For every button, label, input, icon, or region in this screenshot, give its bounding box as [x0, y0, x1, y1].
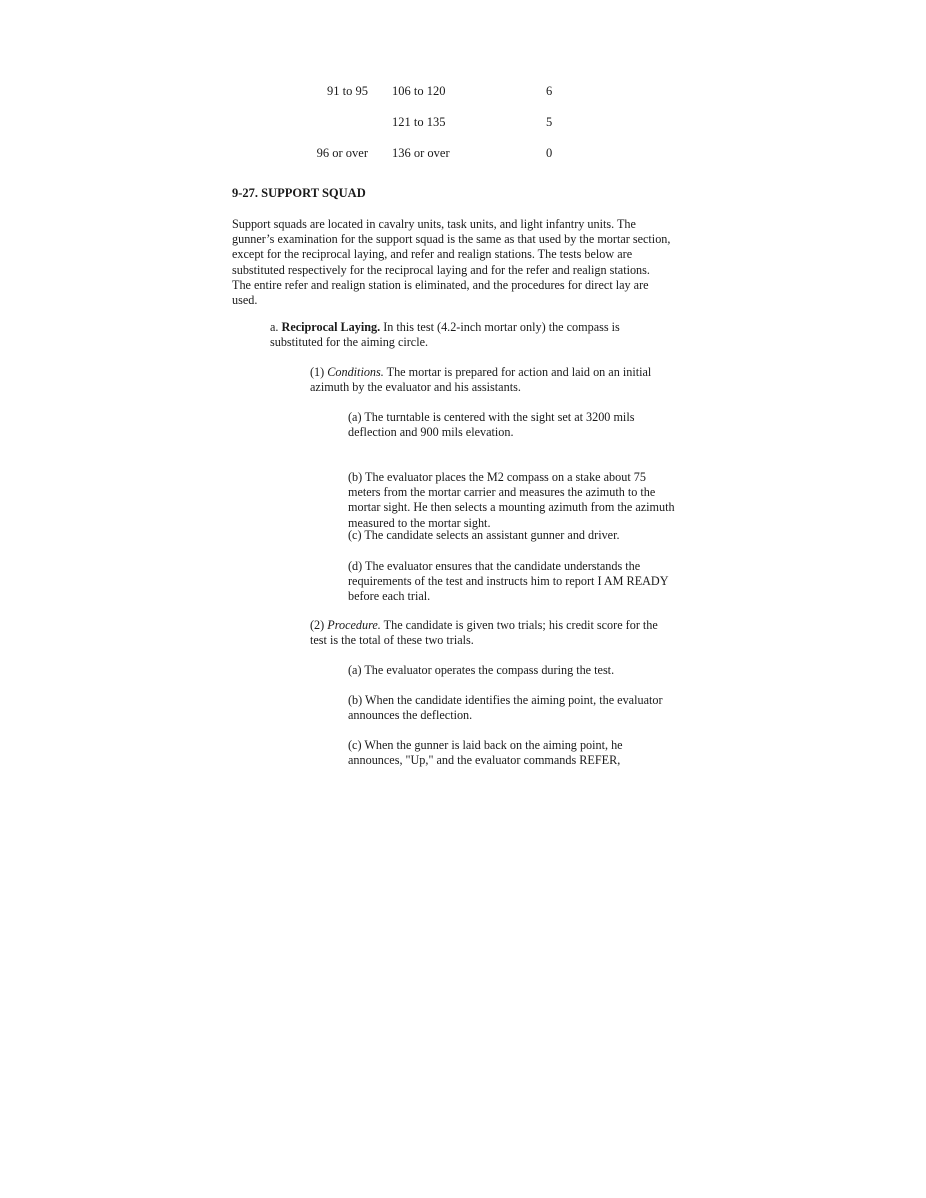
- text-line: meters from the mortar carrier and measures the azimuth to the: [348, 485, 656, 500]
- text-fragment: In this test (4.2-inch mortar only) the compass is: [380, 320, 620, 334]
- text-line: deflection and 900 mils elevation.: [348, 425, 514, 440]
- table-cell: 6: [546, 84, 553, 98]
- text-line: mortar sight. He then selects a mounting azimuth from the azimuth: [348, 500, 675, 515]
- table-cell: 5: [546, 115, 553, 129]
- text-line: substituted for the aiming circle.: [270, 335, 429, 350]
- text-line: test is the total of these two trials.: [310, 633, 474, 648]
- text-line: (c) The candidate selects an assistant gunner and driver.: [348, 528, 620, 542]
- text-line: used.: [232, 293, 258, 308]
- text-fragment: The mortar is prepared for action and laid on an initial: [383, 365, 652, 379]
- paragraph-label: (2): [310, 618, 328, 632]
- table-cell: 121 to 135: [392, 115, 446, 129]
- paragraph-1-conditions: [310, 365, 700, 395]
- table-cell: 0: [546, 146, 553, 160]
- paragraph-label: a.: [270, 320, 282, 334]
- text-line: before each trial.: [348, 589, 431, 604]
- text-line: announces the deflection.: [348, 708, 473, 723]
- subparagraph-1c: [348, 528, 708, 543]
- paragraph-title: Procedure.: [327, 618, 381, 632]
- text-line: [310, 365, 700, 380]
- text-line: gunner’s examination for the support squad is the same as that used by the mortar section,: [232, 232, 671, 247]
- section-heading: 9-27. SUPPORT SQUAD: [232, 186, 366, 200]
- paragraph-title: Conditions.: [327, 365, 384, 379]
- text-line: (a) The turntable is centered with the sight set at 3200 mils: [348, 410, 635, 424]
- text-line: [270, 320, 670, 335]
- table-row: [300, 146, 590, 177]
- text-line: except for the reciprocal laying, and refer and realign stations. The tests below are: [232, 247, 633, 262]
- paragraph-title: Reciprocal Laying.: [281, 320, 381, 334]
- score-table: [300, 84, 590, 177]
- text-line: azimuth by the evaluator and his assistants.: [310, 380, 521, 395]
- table-cell: 106 to 120: [392, 84, 446, 98]
- subparagraph-2c: [348, 738, 708, 768]
- paragraph-label: (1): [310, 365, 328, 379]
- subparagraph-2b: [348, 693, 708, 723]
- paragraph-2-procedure: [310, 618, 700, 648]
- text-line: [310, 618, 700, 633]
- paragraph-a-reciprocal-laying: [270, 320, 670, 350]
- text-fragment: The candidate is given two trials; his credit score for the: [380, 618, 658, 632]
- intro-paragraph: [232, 217, 702, 308]
- text-line: measured to the mortar sight.: [348, 515, 491, 530]
- table-cell: 136 or over: [392, 146, 450, 160]
- text-line: (d) The evaluator ensures that the candidate understands the: [348, 559, 641, 573]
- text-line: announces, "Up," and the evaluator commands REFER,: [348, 753, 621, 768]
- text-line: (c) When the gunner is laid back on the aiming point, he: [348, 738, 623, 752]
- text-line: (b) When the candidate identifies the aiming point, the evaluator: [348, 693, 663, 707]
- text-line: (b) The evaluator places the M2 compass on a stake about 75: [348, 470, 646, 484]
- table-cell: 91 to 95: [327, 84, 368, 98]
- subparagraph-1b: [348, 470, 708, 531]
- subparagraph-1d: [348, 559, 708, 605]
- text-line: Support squads are located in cavalry units, task units, and light infantry units. The: [232, 217, 636, 231]
- table-row: [300, 84, 590, 115]
- table-cell: 96 or over: [316, 146, 368, 160]
- subparagraph-1a: [348, 410, 688, 440]
- table-row: [300, 115, 590, 146]
- text-line: The entire refer and realign station is eliminated, and the procedures for direct lay are: [232, 277, 649, 292]
- text-line: requirements of the test and instructs him to report I AM READY: [348, 574, 669, 589]
- subparagraph-2a: [348, 663, 708, 678]
- text-line: (a) The evaluator operates the compass during the test.: [348, 663, 615, 677]
- text-line: substituted respectively for the reciprocal laying and for the refer and realign stations.: [232, 262, 650, 277]
